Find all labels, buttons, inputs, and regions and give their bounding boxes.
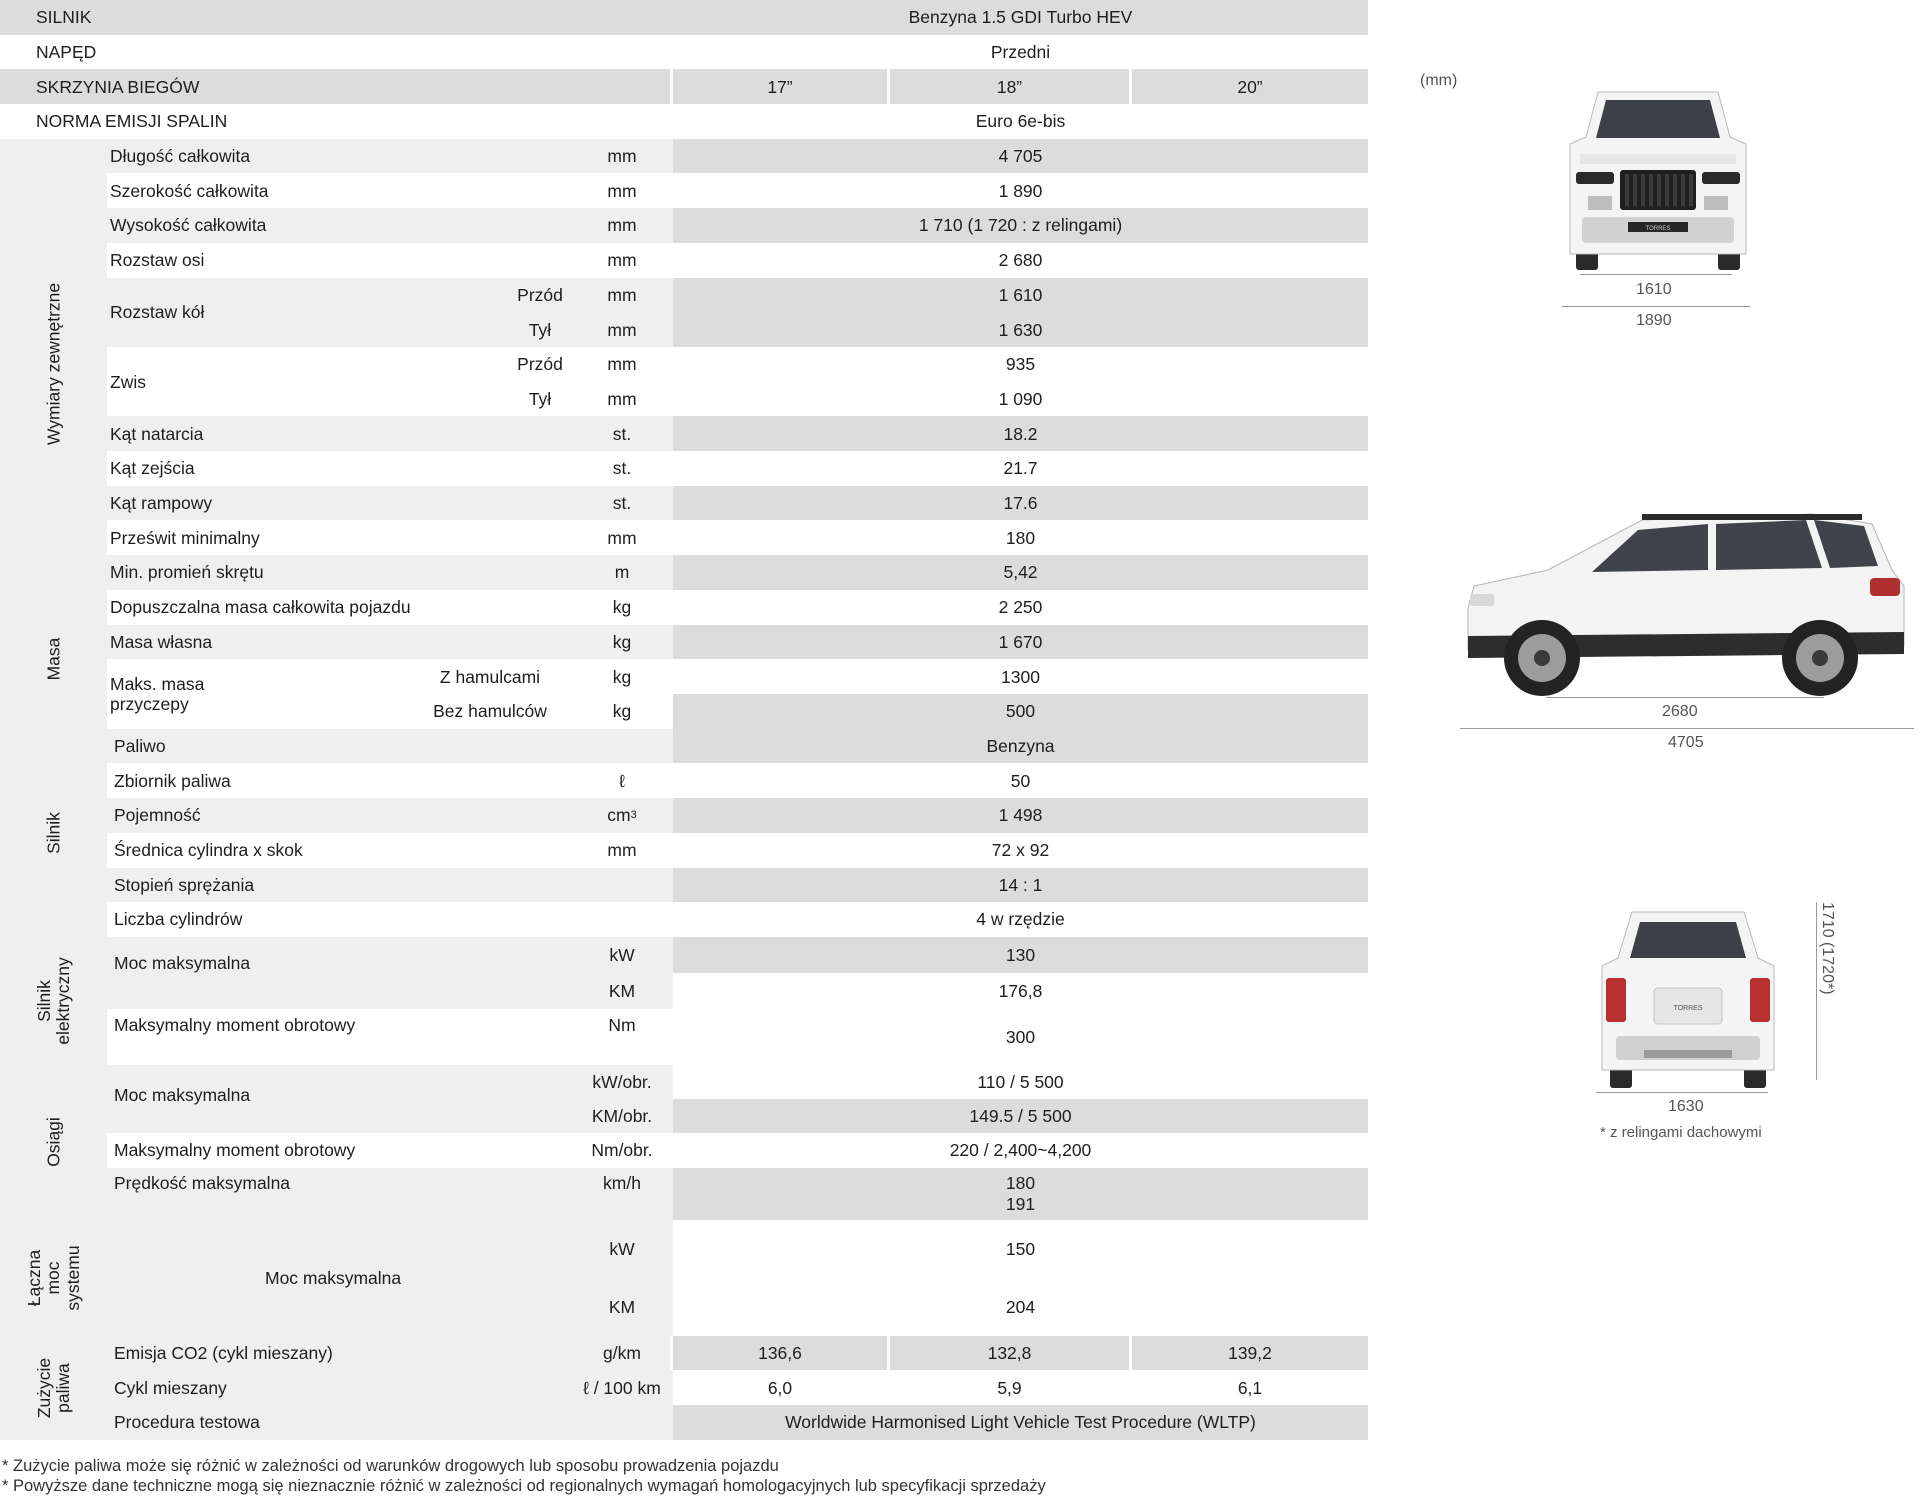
row-value: 130 (673, 937, 1368, 973)
value-col-2: 5,9 (890, 1370, 1129, 1405)
row-value: 110 / 5 500 (673, 1065, 1368, 1099)
unit-text: cm (607, 805, 631, 826)
row-value: 935 (673, 347, 1368, 382)
param-label: Kąt natarcia (110, 423, 204, 444)
param-label: Kąt zejścia (110, 458, 195, 479)
front-width-value: 1890 (1636, 312, 1672, 329)
unit-text: mm (607, 215, 637, 236)
front-track-value: 1610 (1636, 281, 1672, 298)
value-col-1: 6,0 (673, 1370, 887, 1405)
row-value: 72 x 92 (673, 833, 1368, 868)
rear-track-value: 1630 (1668, 1098, 1704, 1115)
unit-label: kW/obr. (592, 1071, 652, 1092)
param-label: Rozstaw kół (110, 302, 205, 323)
front-badge: TORRES (1645, 226, 1671, 232)
param-label: Maks. masa przyczepy (110, 673, 205, 714)
row-value: 1 610 (673, 278, 1368, 313)
category-6 (0, 1336, 107, 1440)
row-label: SKRZYNIA BIEGÓW (36, 76, 200, 97)
row-value: 180 (673, 521, 1368, 556)
value-col-1: 136,6 (673, 1336, 887, 1371)
sub-label: Tył (528, 319, 552, 340)
column-divider (1129, 1336, 1132, 1371)
param-label: Moc maksymalna (265, 1267, 402, 1288)
param-label: Zwis (110, 371, 146, 392)
row-label: NORMA EMISJI SPALIN (36, 111, 228, 132)
unit-label: kW (609, 944, 635, 965)
rear-note: * z relingami dachowymi (1600, 1124, 1762, 1141)
column-divider (670, 1336, 673, 1371)
car-front-illustration (1558, 82, 1758, 272)
param-label: Paliwo (114, 735, 166, 756)
row-value: 1 710 (1 720 : z relingami) (673, 208, 1368, 243)
rear-height-line (1816, 902, 1817, 1080)
column-divider (887, 1336, 890, 1371)
unit-text: kg (612, 631, 632, 652)
param-label: Procedura testowa (114, 1412, 260, 1433)
param-label: Maksymalny moment obrotowy (114, 1140, 356, 1161)
row-value: 149.5 / 5 500 (673, 1099, 1368, 1133)
side-wheelbase-line (1546, 697, 1824, 698)
unit-text: m (614, 562, 630, 583)
row-value: 220 / 2,400~4,200 (673, 1133, 1368, 1168)
param-label: Prześwit minimalny (110, 527, 260, 548)
unit-label: mm (607, 354, 637, 375)
category-label: Silnik (42, 811, 63, 854)
row-value: 2 250 (673, 590, 1368, 625)
category-label: Wymiary zewnętrzne (42, 283, 63, 446)
unit-text: mm (607, 250, 637, 271)
row-value: 1 090 (673, 382, 1368, 417)
unit-label: ℓ / 100 km (583, 1377, 661, 1398)
row-value: 17.6 (673, 486, 1368, 521)
row-value: Przedni (990, 41, 1051, 62)
dimension-diagrams (1368, 0, 1920, 1497)
unit-text: Nm/obr. (591, 1140, 653, 1161)
row-value: Euro 6e-bis (975, 111, 1066, 132)
param-label: Szerokość całkowita (110, 180, 269, 201)
param-label: Moc maksymalna (114, 952, 251, 973)
row-value-stack (673, 1168, 1368, 1220)
unit-text: kg (612, 597, 632, 618)
unit-text: st. (612, 458, 632, 479)
row-value: 191 (1005, 1193, 1036, 1214)
unit-label: kW (609, 1238, 635, 1259)
param-label: Pojemność (114, 805, 201, 826)
unit-label: km/h (603, 1172, 641, 1193)
param-label: Liczba cylindrów (114, 909, 243, 930)
side-wheelbase-value: 2680 (1662, 703, 1698, 720)
row-value: 204 (673, 1278, 1368, 1336)
side-length-line (1460, 728, 1914, 729)
unit-text: st. (612, 423, 632, 444)
row-value: 4 705 (673, 139, 1368, 174)
unit-label: kg (612, 701, 632, 722)
row-value: Benzyna (673, 729, 1368, 764)
row-value: 300 (673, 1009, 1368, 1065)
unit-text: ℓ (619, 770, 625, 791)
param-label: Cykl mieszany (114, 1377, 227, 1398)
param-label: Masa własna (110, 631, 213, 652)
param-label: Moc maksymalna (114, 1084, 251, 1105)
unit-label: mm (607, 319, 637, 340)
row-value: 2 680 (673, 243, 1368, 278)
row-value: 500 (673, 694, 1368, 729)
unit-label: mm (607, 284, 637, 305)
wheel-size-1: 17” (673, 69, 887, 104)
category-label: Silnik elektryczny (33, 957, 73, 1045)
unit-label: mm (607, 388, 637, 409)
category-label: Osiągi (42, 1117, 63, 1168)
row-value: 1 670 (673, 625, 1368, 660)
row-value: 14 : 1 (673, 868, 1368, 903)
param-label: Kąt rampowy (110, 493, 213, 514)
column-divider (887, 69, 890, 104)
category-0 (0, 139, 107, 590)
value-col-3: 139,2 (1132, 1336, 1368, 1371)
row-value: 18.2 (673, 416, 1368, 451)
param-label: Rozstaw osi (110, 250, 205, 271)
value-col-3: 6,1 (1132, 1370, 1368, 1405)
front-width-line (1562, 306, 1750, 307)
car-side-illustration (1460, 508, 1910, 698)
unit-text: mm (607, 146, 637, 167)
unit-text: mm (607, 840, 637, 861)
car-rear-illustration (1590, 902, 1786, 1092)
category-4 (0, 1065, 107, 1220)
row-value: 50 (673, 763, 1368, 798)
column-divider (670, 69, 673, 104)
row-value: 176,8 (673, 973, 1368, 1009)
row-label: NAPĘD (36, 41, 97, 62)
row-value: 4 w rzędzie (673, 902, 1368, 937)
sub-label: Przód (517, 284, 563, 305)
category-1 (0, 590, 107, 729)
unit-text: mm (607, 180, 637, 201)
row-value: 1 498 (673, 798, 1368, 833)
unit-label: (mm) (1420, 72, 1458, 89)
unit-text: mm (607, 527, 637, 548)
wheel-size-3: 20” (1132, 69, 1368, 104)
unit-text: Nm (608, 1014, 636, 1035)
rear-badge: TORRES (1673, 1005, 1703, 1012)
sub-label: Przód (517, 354, 563, 375)
param-label: Dopuszczalna masa całkowita pojazdu (110, 597, 411, 618)
row-label: SILNIK (36, 7, 92, 28)
side-length-value: 4705 (1668, 734, 1704, 751)
unit-label: KM (608, 1296, 636, 1317)
param-label: Prędkość maksymalna (114, 1172, 291, 1193)
footnote-2: * Powyższe dane techniczne mogą się nieznacznie różnić w zależności od regionalnych wymagań homologacyjnych lub specyfikacji sprzedaży (2, 1477, 1046, 1495)
value-col-2: 132,8 (890, 1336, 1129, 1371)
category-3 (0, 937, 107, 1065)
unit-label: KM/obr. (591, 1105, 653, 1126)
rear-track-line (1596, 1092, 1768, 1093)
footnote-1: * Zużycie paliwa może się różnić w zależności od warunków drogowych lub sposobu prowadzenia pojazdu (2, 1457, 779, 1475)
param-label: Długość całkowita (110, 146, 251, 167)
row-value: 21.7 (673, 451, 1368, 486)
param-label: Maksymalny moment obrotowy (114, 1014, 356, 1035)
sub-label: Tył (528, 388, 552, 409)
category-5 (0, 1220, 107, 1336)
unit-label: g/km (603, 1342, 641, 1363)
row-value: 1 890 (673, 174, 1368, 209)
wheel-size-2: 18” (890, 69, 1129, 104)
unit-superscript: 3 (630, 809, 637, 822)
sub-label: Z hamulcami (439, 666, 541, 687)
unit-label: kg (612, 666, 632, 687)
param-label: Średnica cylindra x skok (114, 840, 303, 861)
row-value: 5,42 (673, 555, 1368, 590)
param-label: Emisja CO2 (cykl mieszany) (114, 1342, 333, 1363)
row-value: Worldwide Harmonised Light Vehicle Test Procedure (WLTP) (673, 1405, 1368, 1440)
category-label: Masa (42, 637, 63, 681)
unit-label: KM (608, 980, 636, 1001)
param-label: Min. promień skrętu (110, 562, 264, 583)
row-value: 150 (673, 1220, 1368, 1278)
sub-label: Bez hamulców (433, 701, 547, 722)
row-value: Benzyna 1.5 GDI Turbo HEV (908, 7, 1133, 28)
category-2 (0, 729, 107, 937)
column-divider (1129, 69, 1132, 104)
row-value: 180 (1005, 1173, 1036, 1194)
category-label: Łączna moc systemu (23, 1245, 83, 1311)
param-label: Wysokość całkowita (110, 215, 267, 236)
unit-text: st. (612, 493, 632, 514)
row-value: 1 630 (673, 312, 1368, 347)
param-label: Stopień sprężania (114, 874, 255, 895)
param-label: Zbiornik paliwa (114, 770, 231, 791)
front-track-line (1580, 274, 1732, 275)
category-label: Zużycie paliwa (33, 1357, 73, 1418)
row-value: 1300 (673, 659, 1368, 694)
rear-height-value: 1710 (1720*) (1819, 902, 1836, 995)
